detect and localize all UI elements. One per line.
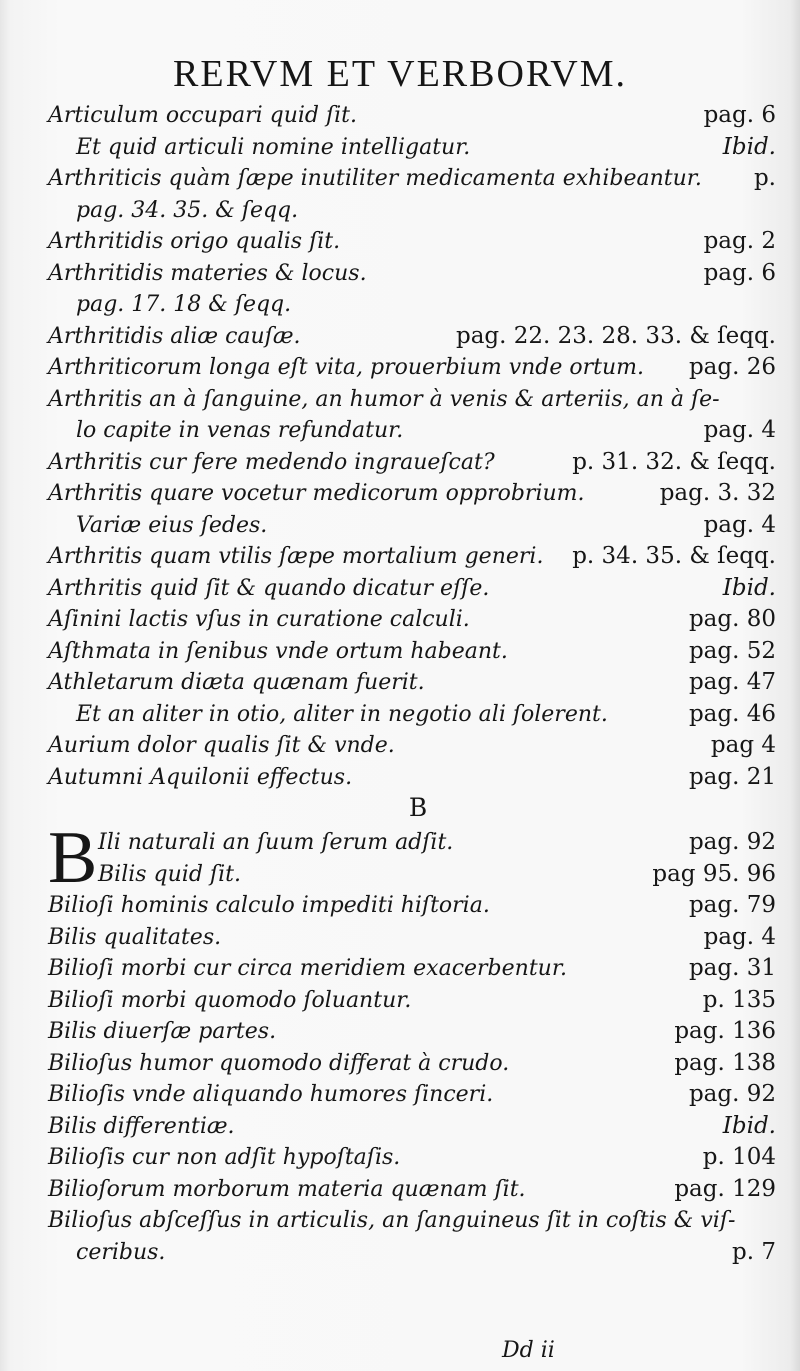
entry-text: Bilioſus humor quomodo differat à crudo.	[48, 1050, 510, 1076]
entry-page: pag. 2	[703, 228, 776, 254]
index-entry	[48, 100, 788, 132]
dropcap-letter: B	[48, 817, 98, 899]
index-entry	[48, 226, 788, 258]
entry-page: pag. 80	[688, 606, 776, 632]
entry-text: Arthriticis quàm ſæpe inutiliter medicamenta exhibeantur.	[48, 166, 702, 191]
entry-text: Bilioſi morbi cur circa meridiem exacerbentur.	[48, 956, 567, 981]
index-entry	[48, 352, 788, 384]
entry-page: pag. 3. 32	[659, 480, 776, 506]
index-entry	[48, 1079, 788, 1111]
entry-text: Bilioſus abſceſſus in articulis, an ſanguineus ſit in coſtis & viſ-	[48, 1208, 736, 1233]
entry-text: Bilis differentiæ.	[48, 1113, 235, 1139]
index-entry	[48, 667, 788, 699]
index-entry	[48, 195, 788, 227]
entry-text: Bilioſis cur non adſit hypoſtaſis.	[48, 1145, 401, 1170]
entry-page: pag. 136	[674, 1018, 776, 1044]
entry-page: p. 7	[732, 1238, 776, 1265]
index-entry	[48, 132, 788, 164]
entry-page: pag. 138	[674, 1049, 776, 1076]
index-entry	[48, 478, 788, 510]
entry-text: Autumni Aquilonii effectus.	[48, 764, 353, 790]
entry-text: Arthritis quam vtilis ſæpe mortalium generi.	[48, 544, 544, 569]
entry-text: pag. 17. 18 & ſeqq.	[76, 292, 292, 317]
entry-text: Arthritidis origo qualis ſit.	[48, 229, 341, 254]
entry-page: pag. 6	[703, 102, 776, 128]
entry-text: Bilioſis vnde aliquando humores ſinceri.	[48, 1082, 494, 1107]
entry-text: Bilis diuerſæ partes.	[48, 1019, 277, 1044]
entry-text: Et an aliter in otio, aliter in negotio ali ſolerent.	[76, 701, 608, 727]
entry-text: Articulum occupari quid ſit.	[48, 103, 358, 128]
index-entries	[48, 100, 788, 1268]
signature-mark: Dd ii	[502, 1338, 555, 1363]
index-entry	[48, 573, 788, 605]
index-entry	[48, 258, 788, 290]
entry-text: Ili naturali an ſuum ſerum adſit.	[98, 830, 454, 855]
entry-page: pag. 52	[688, 637, 776, 664]
entry-text: Aſthmata in ſenibus vnde ortum habeant.	[48, 638, 508, 664]
index-entry	[48, 636, 788, 668]
entry-text: Aſinini lactis vſus in curatione calculi.	[48, 607, 470, 632]
entry-page: pag 4	[710, 732, 776, 758]
index-entry	[48, 510, 788, 542]
index-entry	[48, 699, 788, 731]
index-entry	[48, 1111, 788, 1143]
entry-page: pag. 4	[703, 417, 776, 443]
entry-text: Arthritidis aliæ cauſæ.	[48, 323, 301, 349]
index-entry	[48, 890, 788, 922]
index-entry	[48, 985, 788, 1017]
entry-page: p. 135	[702, 986, 776, 1013]
index-entry	[48, 1016, 788, 1048]
index-entry	[48, 447, 788, 479]
index-entry	[48, 163, 788, 195]
entries-section-a	[48, 100, 788, 793]
entries-section-b	[48, 890, 788, 1268]
entry-page: pag. 129	[674, 1175, 776, 1202]
entry-text: Et quid articuli nomine intelligatur.	[76, 134, 471, 160]
index-entry	[48, 922, 788, 954]
index-entry	[48, 321, 788, 353]
entry-text: Athletarum diæta quænam fuerit.	[48, 670, 425, 695]
entry-page: pag. 22. 23. 28. 33. & ſeqq.	[455, 322, 776, 349]
index-entry	[48, 953, 788, 985]
entry-text: Arthritis an à ſanguine, an humor à venis & arteriis, an à ſe-	[48, 386, 720, 412]
entry-page: pag. 21	[688, 763, 776, 790]
entry-text: Arthritis quare vocetur medicorum opprobrium.	[48, 481, 585, 506]
entry-page: pag. 4	[703, 923, 776, 950]
entry-page: pag. 31	[688, 955, 776, 981]
entry-page: pag 95. 96	[652, 860, 776, 887]
index-entry	[48, 1048, 788, 1080]
running-head: RERVM ET VERBORVM.	[173, 53, 627, 95]
entry-page: pag. 92	[688, 829, 776, 855]
entry-page: pag. 47	[688, 669, 776, 695]
index-entry	[48, 541, 788, 573]
entry-text: Bilis qualitates.	[48, 924, 222, 950]
entry-text: lo capite in venas refundatur.	[76, 418, 404, 443]
index-entry	[48, 1205, 788, 1237]
index-entry	[48, 604, 788, 636]
entry-text: Arthriticorum longa eſt vita, prouerbium vnde ortum.	[48, 355, 645, 380]
entry-text: Bilioſi morbi quomodo ſoluantur.	[48, 987, 412, 1013]
index-entry	[48, 1174, 788, 1206]
entry-text: Bilioſorum morborum materia quænam ſit.	[48, 1176, 526, 1202]
index-entry	[48, 1237, 788, 1269]
entry-page: p. 31. 32. & ſeqq.	[572, 448, 776, 475]
entry-page: Ibid.	[722, 574, 776, 601]
entry-text: Bilis quid ſit.	[98, 861, 241, 887]
index-entry	[48, 730, 788, 762]
entry-text: Arthritidis materies & locus.	[48, 260, 367, 286]
entry-page: pag. 46	[688, 700, 776, 727]
entry-page: pag. 4	[703, 511, 776, 538]
entry-page: pag. 79	[688, 892, 776, 918]
index-entry	[48, 762, 788, 794]
entry-text: Arthritis cur fere medendo ingraueſcat?	[48, 449, 495, 475]
entry-page: p. 34. 35. & ſeqq.	[572, 543, 776, 569]
index-entry	[48, 289, 788, 321]
entry-text: Aurium dolor qualis ſit & vnde.	[48, 733, 395, 758]
dropcap-block	[48, 817, 788, 899]
entry-text: ceribus.	[76, 1239, 166, 1265]
entry-text: Arthritis quid ſit & quando dicatur eſſe.	[48, 575, 490, 601]
entry-text: Variæ eius ſedes.	[76, 512, 268, 538]
section-heading-b: B	[408, 793, 428, 822]
entry-page: pag. 6	[703, 259, 776, 286]
index-entry	[48, 384, 788, 416]
entry-page: Ibid.	[722, 1112, 776, 1139]
entry-page: p.	[753, 165, 776, 191]
entry-page: pag. 92	[688, 1081, 776, 1107]
entry-page: p. 104	[702, 1144, 776, 1170]
entry-page: Ibid.	[722, 133, 776, 160]
index-entry	[48, 1142, 788, 1174]
index-entry	[48, 415, 788, 447]
entry-page: pag. 26	[688, 354, 776, 380]
entry-text: Bilioſi hominis calculo impediti hiſtoria.	[48, 893, 490, 918]
entry-text: pag. 34. 35. & ſeqq.	[76, 197, 299, 223]
